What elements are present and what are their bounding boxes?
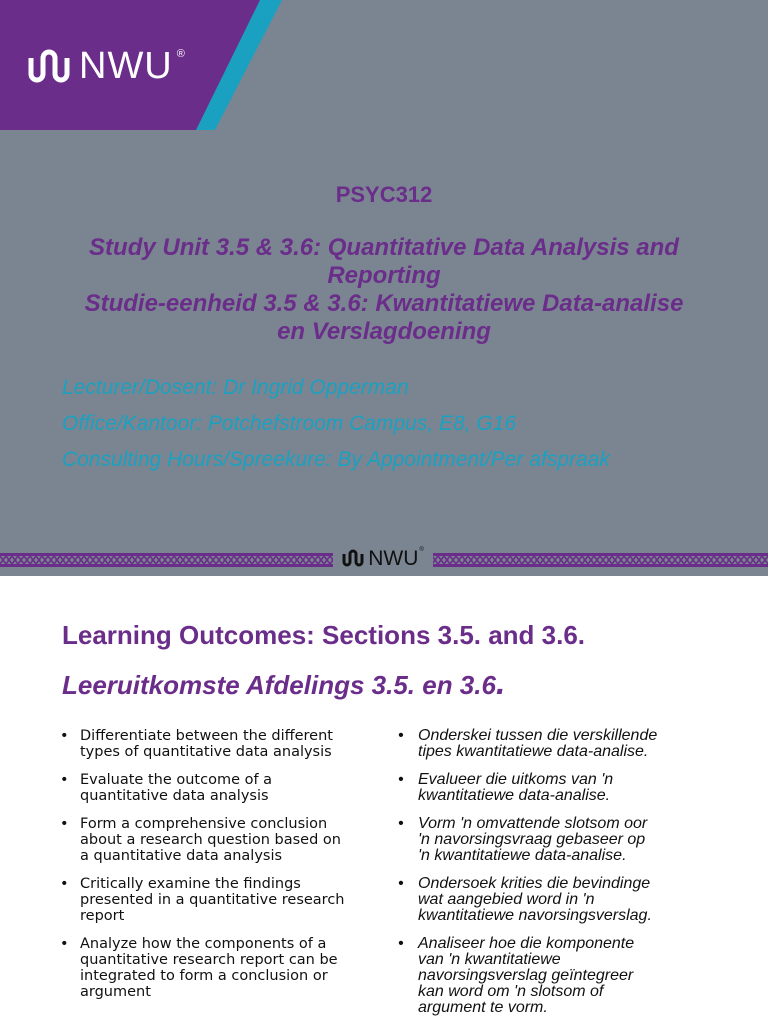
outcome-text-line: Evaluate the outcome of a <box>80 772 273 788</box>
learning-outcomes-slide <box>0 576 768 1024</box>
outcome-item <box>396 936 726 1016</box>
outcome-text-line: van 'n kwantitatiewe <box>418 951 561 968</box>
outcome-text-line: integrated to form a conclusion or <box>80 968 328 984</box>
outcome-item <box>58 876 378 924</box>
bullet-icon: • <box>60 816 69 832</box>
outcome-item <box>396 772 726 804</box>
outcome-text-line: Analiseer hoe die komponente <box>418 935 635 952</box>
nwu-emblem-icon <box>342 547 364 569</box>
outcome-item <box>396 876 726 924</box>
office-line: Office/Kantoor: Potchefstroom Campus, E8, G16 <box>62 412 517 435</box>
outcome-text-line: Analyze how the components of a <box>80 936 327 952</box>
nwu-emblem-icon <box>27 44 71 88</box>
outcome-text-line: argument <box>80 984 151 1000</box>
lecturer-info <box>62 370 610 478</box>
bullet-icon: • <box>398 727 404 744</box>
title-line: Reporting <box>327 262 441 289</box>
outcome-item <box>58 936 378 1000</box>
consulting-hours-line: Consulting Hours/Spreekure: By Appointment/Per afspraak <box>62 448 610 471</box>
course-code: PSYC312 <box>335 182 433 207</box>
outcome-text-line: types of quantitative data analysis <box>80 744 332 760</box>
outcomes-title-af-text: Leeruitkomste Afdelings 3.5. en 3.6 <box>62 670 496 700</box>
outcome-item <box>396 728 726 760</box>
nwu-logo <box>27 44 185 88</box>
bullet-icon: • <box>398 875 404 892</box>
bullet-icon: • <box>398 815 404 832</box>
bullet-icon: • <box>60 876 69 892</box>
title-line: Studie-eenheid 3.5 & 3.6: Kwantitatiewe Data-analise <box>84 290 684 317</box>
outcomes-list-en <box>58 728 378 1000</box>
outcomes-title-af-period: . <box>495 664 506 702</box>
outcome-text-line: kwantitatiewe data-analise. <box>418 787 611 804</box>
bullet-icon: • <box>398 771 404 788</box>
title-line: Study Unit 3.5 & 3.6: Quantitative Data Analysis and <box>89 234 679 261</box>
logo-wordmark: NWU <box>79 45 173 87</box>
outcome-item <box>396 816 726 864</box>
outcome-text-line: Differentiate between the different <box>80 728 333 744</box>
slide-title <box>40 234 728 346</box>
outcome-text-line: 'n navorsingsvraag gebaseer op <box>418 831 646 848</box>
bullet-icon: • <box>60 772 69 788</box>
bullet-icon: • <box>60 936 69 952</box>
registered-mark: ® <box>419 547 424 553</box>
outcome-text-line: quantitative data analysis <box>80 788 269 804</box>
outcome-text-line: Critically examine the findings <box>80 876 301 892</box>
outcome-text-line: navorsingsverslag geïntegreer <box>418 967 634 984</box>
outcome-text-line: quantitative research report can be <box>80 952 338 968</box>
outcome-text-line: 'n kwantitatiewe data-analise. <box>418 847 627 864</box>
outcome-item <box>58 816 378 864</box>
lecturer-line: Lecturer/Dosent: Dr Ingrid Opperman <box>62 376 409 399</box>
outcome-text-line: Vorm 'n omvattende slotsom oor <box>418 815 648 832</box>
outcome-text-line: presented in a quantitative research <box>80 892 345 908</box>
outcome-text-line: argument te vorm. <box>418 999 548 1016</box>
outcome-text-line: Form a comprehensive conclusion <box>80 816 328 832</box>
outcome-text-line: Ondersoek krities die bevindinge <box>418 875 651 892</box>
outcome-text-line: a quantitative data analysis <box>80 848 283 864</box>
outcome-text-line: kan word om 'n slotsom of <box>418 983 604 1000</box>
outcomes-list-af <box>396 728 726 1016</box>
outcome-text-line: kwantitatiewe navorsingsverslag. <box>418 907 652 924</box>
bullet-icon: • <box>60 728 69 744</box>
outcome-text-line: about a research question based on <box>80 832 341 848</box>
outcome-item <box>58 772 378 804</box>
outcome-item <box>58 728 378 760</box>
footer-logo-wordmark: NWU <box>368 546 419 570</box>
bullet-icon: • <box>398 935 404 952</box>
title-line: en Verslagdoening <box>277 318 491 345</box>
registered-mark: ® <box>176 48 185 60</box>
outcome-text-line: Evalueer die uitkoms van 'n <box>418 771 614 788</box>
footer-nwu-logo <box>333 544 433 572</box>
outcome-text-line: wat aangebied word in 'n <box>418 891 595 908</box>
outcome-text-line: Onderskei tussen die verskillende <box>418 727 658 744</box>
outcomes-title-en: Learning Outcomes: Sections 3.5. and 3.6. <box>62 620 586 650</box>
outcomes-title-af <box>62 664 505 703</box>
outcome-text-line: tipes kwantitatiewe data-analise. <box>418 743 649 760</box>
outcome-text-line: report <box>80 908 125 924</box>
